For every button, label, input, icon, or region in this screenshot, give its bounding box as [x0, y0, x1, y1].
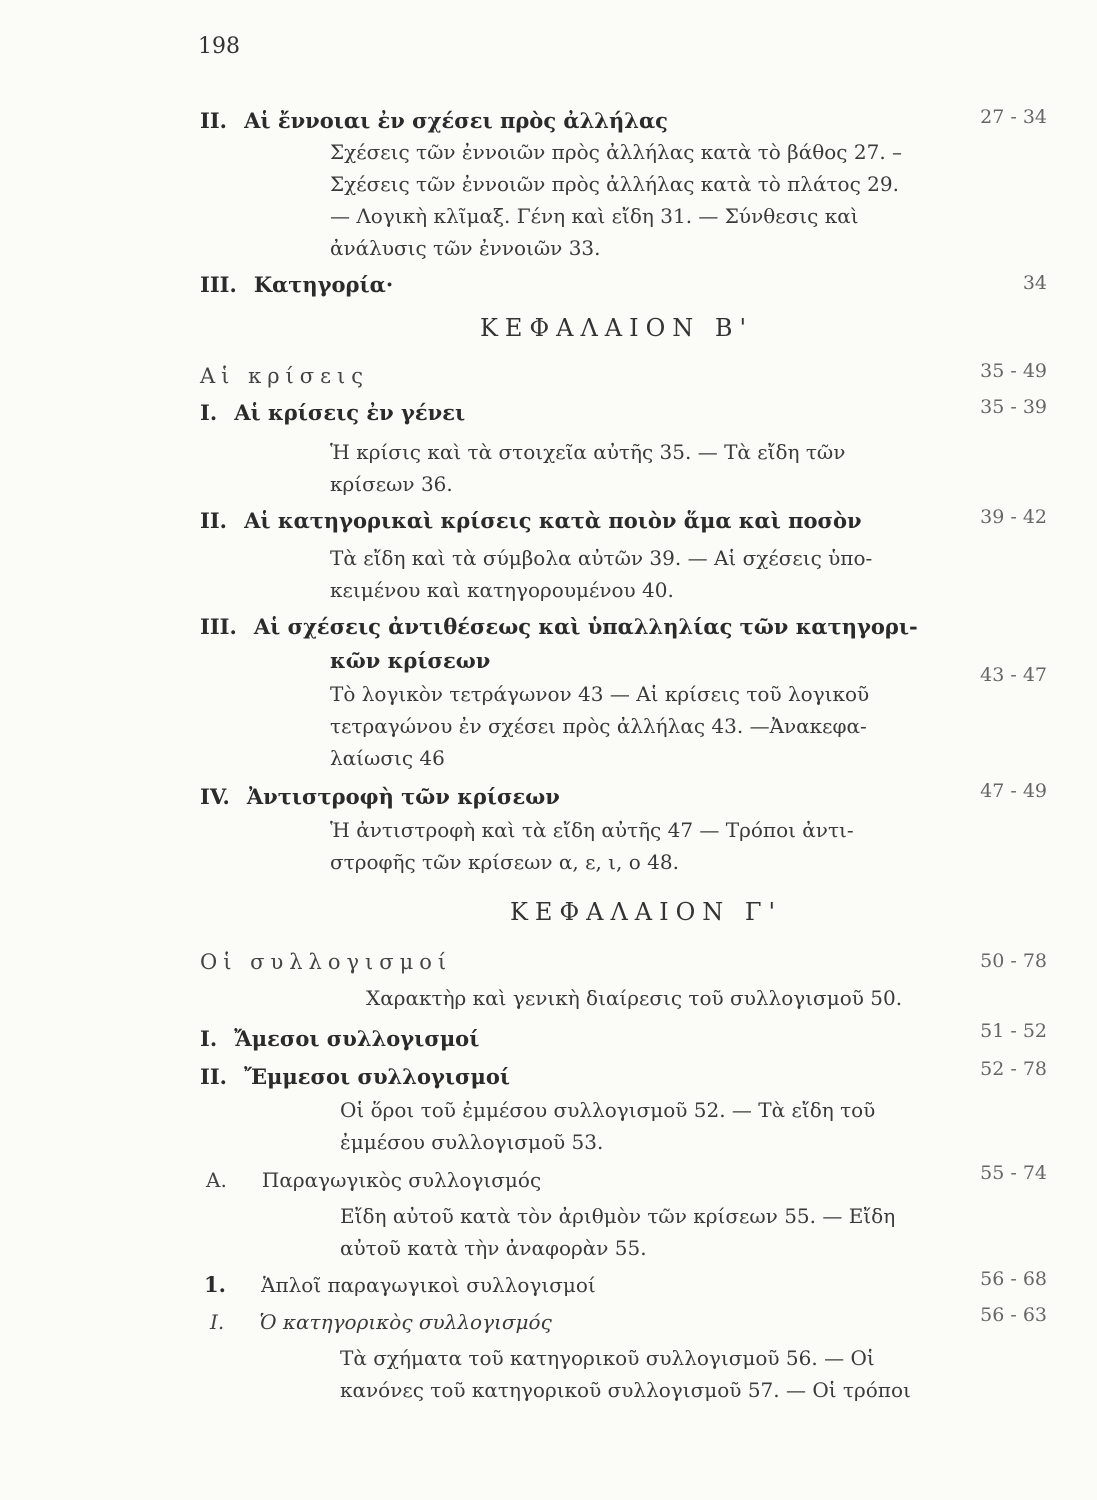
- page-range: 27 - 34: [980, 106, 1047, 128]
- page-range: 56 - 63: [980, 1304, 1047, 1326]
- entry-description: κανόνες τοῦ κατηγορικοῦ συλλογισμοῦ 57. — Οἱ τρόποι: [340, 1378, 911, 1402]
- toc-entry: [200, 400, 465, 425]
- page-range: 39 - 42: [980, 506, 1047, 528]
- page-range: 50 - 78: [980, 950, 1047, 972]
- entry-number: I.: [210, 1310, 225, 1334]
- entry-number: I.: [200, 400, 218, 425]
- entry-description: ἀνάλυσις τῶν ἐννοιῶν 33.: [330, 236, 601, 260]
- section-description: Χαρακτὴρ καὶ γενικὴ διαίρεσις τοῦ συλλογισμοῦ 50.: [366, 986, 903, 1010]
- entry-number: 1.: [204, 1272, 226, 1297]
- entry-title: Παραγωγικὸς συλλογισμός: [261, 1168, 542, 1192]
- entry-title-continued: κῶν κρίσεων: [330, 648, 491, 673]
- page-range: 35 - 39: [980, 396, 1047, 418]
- entry-description: Ἡ ἀντιστροφὴ καὶ τὰ εἴδη αὐτῆς 47 — Τρόποι ἀντι-: [330, 818, 854, 842]
- entry-description: Σχέσεις τῶν ἐννοιῶν πρὸς ἀλλήλας κατὰ τὸ βάθος 27. –: [330, 140, 903, 164]
- entry-description: τετραγώνου ἐν σχέσει πρὸς ἀλλήλας 43. —Ἀνακεφα-: [330, 714, 867, 738]
- entry-title: Ἀντιστροφὴ τῶν κρίσεων: [246, 784, 560, 809]
- toc-entry: [204, 1272, 596, 1297]
- chapter-heading: ΚΕΦΑΛΑΙΟΝ Γ': [510, 898, 783, 926]
- toc-entry: [210, 1310, 552, 1334]
- entry-title: Αἱ ἔννοιαι ἐν σχέσει πρὸς ἀλλήλας: [244, 108, 668, 133]
- entry-number: IV.: [200, 784, 230, 809]
- toc-entry: [206, 1168, 541, 1192]
- entry-description: Εἴδη αὐτοῦ κατὰ τὸν ἀριθμὸν τῶν κρίσεων 55. — Εἴδη: [340, 1204, 896, 1228]
- page-range: 52 - 78: [980, 1058, 1047, 1080]
- page-range: 56 - 68: [980, 1268, 1047, 1290]
- entry-number: III.: [200, 272, 237, 297]
- section-title: Οἱ συλλογισμοί: [200, 950, 453, 974]
- entry-description: κρίσεων 36.: [330, 472, 453, 496]
- entry-title: Αἱ κατηγορικαὶ κρίσεις κατὰ ποιὸν ἅμα καὶ ποσὸν: [244, 508, 862, 533]
- entry-number: II.: [200, 508, 227, 533]
- toc-entry: [200, 1026, 479, 1051]
- page-number: 198: [198, 34, 240, 59]
- section-title: Αἱ κρίσεις: [200, 364, 369, 388]
- page-range: 43 - 47: [980, 664, 1047, 686]
- entry-title: Αἱ σχέσεις ἀντιθέσεως καὶ ὑπαλληλίας τῶν κατηγορι-: [253, 614, 918, 639]
- entry-description: Τὰ σχήματα τοῦ κατηγορικοῦ συλλογισμοῦ 56. — Οἱ: [340, 1346, 875, 1370]
- entry-description: Σχέσεις τῶν ἐννοιῶν πρὸς ἀλλήλας κατὰ τὸ πλάτος 29.: [330, 172, 899, 196]
- entry-description: — Λογικὴ κλῖμαξ. Γένη καὶ εἴδη 31. — Σύνθεσις καὶ: [330, 204, 859, 228]
- page-range: 47 - 49: [980, 780, 1047, 802]
- toc-entry: [200, 108, 668, 133]
- entry-description: αὐτοῦ κατὰ τὴν ἀναφορὰν 55.: [340, 1236, 647, 1260]
- toc-entry: [200, 508, 862, 533]
- entry-title: Ἁπλοῖ παραγωγικοὶ συλλογισμοί: [261, 1273, 596, 1297]
- toc-entry: [200, 614, 918, 639]
- chapter-heading: ΚΕΦΑΛΑΙΟΝ Β': [480, 314, 754, 342]
- entry-number: I.: [200, 1026, 218, 1051]
- page-range: 35 - 49: [980, 360, 1047, 382]
- entry-number: II.: [200, 108, 227, 133]
- entry-description: Τὸ λογικὸν τετράγωνον 43 — Αἱ κρίσεις τοῦ λογικοῦ: [330, 682, 870, 706]
- entry-description: Τὰ εἴδη καὶ τὰ σύμβολα αὐτῶν 39. — Αἱ σχέσεις ὑπο-: [330, 546, 873, 570]
- entry-description: Οἱ ὅροι τοῦ ἐμμέσου συλλογισμοῦ 52. — Τὰ εἴδη τοῦ: [340, 1098, 876, 1122]
- entry-title: Αἱ κρίσεις ἐν γένει: [234, 400, 466, 425]
- entry-description: κειμένου καὶ κατηγορουμένου 40.: [330, 578, 674, 602]
- page-range: 55 - 74: [980, 1162, 1047, 1184]
- entry-number: A.: [206, 1168, 227, 1192]
- entry-title: Ἄμεσοι συλλογισμοί: [234, 1026, 480, 1051]
- entry-description: στροφῆς τῶν κρίσεων α, ε, ι, ο 48.: [330, 850, 679, 874]
- toc-entry: [200, 1064, 510, 1089]
- entry-number: II.: [200, 1064, 227, 1089]
- entry-title: Ὁ κατηγορικὸς συλλογισμός: [259, 1310, 552, 1334]
- entry-description: λαίωσις 46: [330, 746, 445, 770]
- entry-title: Ἔμμεσοι συλλογισμοί: [244, 1064, 511, 1089]
- page-range: 34: [1022, 272, 1047, 294]
- entry-number: III.: [200, 614, 237, 639]
- toc-entry: [200, 784, 560, 809]
- toc-entry: [200, 272, 393, 297]
- entry-description: ἐμμέσου συλλογισμοῦ 53.: [340, 1130, 604, 1154]
- entry-title: Κατηγορία·: [253, 272, 394, 297]
- page-range: 51 - 52: [980, 1020, 1047, 1042]
- entry-description: Ἡ κρίσις καὶ τὰ στοιχεῖα αὐτῆς 35. — Τὰ εἴδη τῶν: [330, 440, 846, 464]
